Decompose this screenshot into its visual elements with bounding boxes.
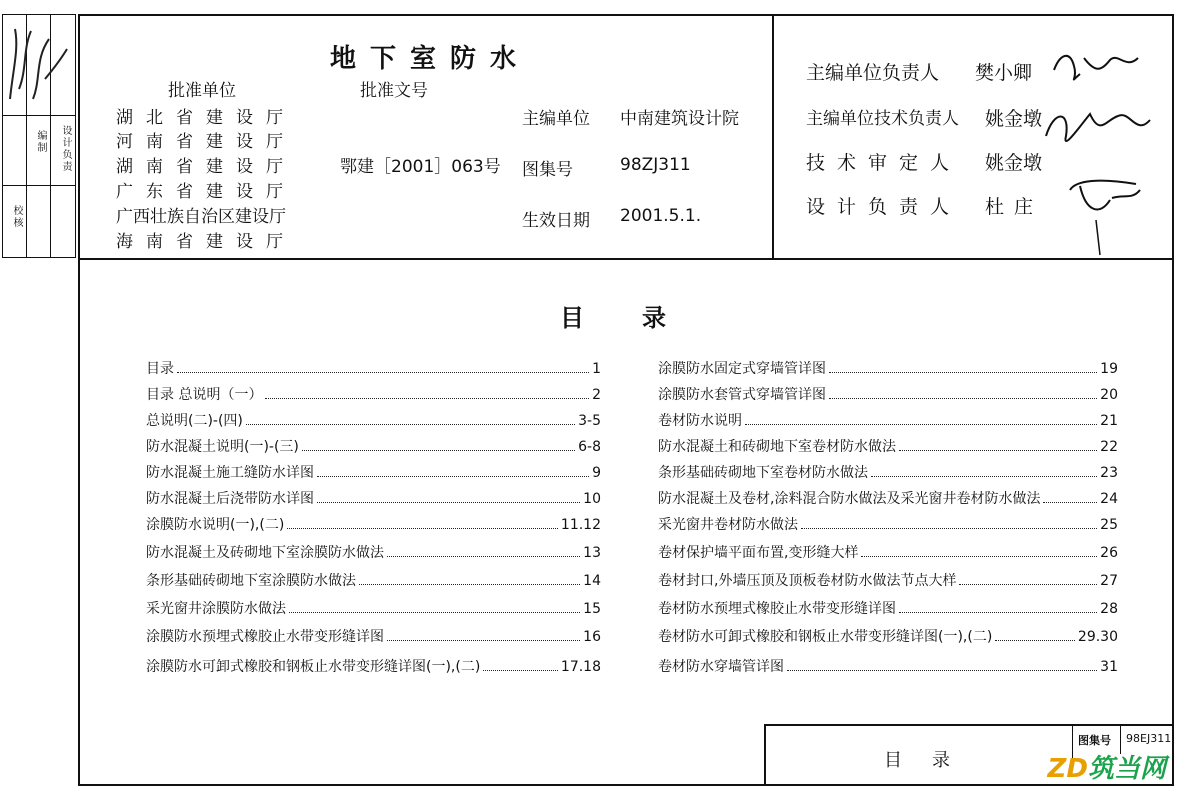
header-divider <box>78 258 1174 260</box>
toc-item[interactable]: 卷材防水穿墙管详图 31 <box>658 659 1118 675</box>
resp-role-4: 设计负责人 <box>806 196 962 218</box>
toc-item[interactable]: 卷材保护墙平面布置,变形缝大样 26 <box>658 545 1118 561</box>
approval-unit-1: 湖北省建设厅 <box>116 108 296 128</box>
handwritten-signatures <box>1040 40 1160 260</box>
toc-item[interactable]: 条形基础砖砌地下室涂膜防水做法 14 <box>146 573 601 589</box>
footer-atlas-number: 98EJ311 <box>1126 732 1172 745</box>
toc-item[interactable]: 涂膜防水可卸式橡胶和钢板止水带变形缝详图(一),(二) 17.18 <box>146 659 601 675</box>
toc-item[interactable]: 防水混凝土说明(一)-(三) 6-8 <box>146 439 601 455</box>
side-label-compile: 编制 <box>35 130 46 154</box>
approval-unit-3: 湖南省建设厅 <box>116 157 296 177</box>
resp-role-3: 技术审定人 <box>806 152 962 174</box>
site-watermark: ZD筑当网 <box>1047 754 1166 784</box>
toc-item[interactable]: 涂膜防水说明(一),(二) 11.12 <box>146 517 601 533</box>
atlas-number-value: 98ZJ311 <box>620 155 691 175</box>
approval-doc-number: 鄂建［2001］063号 <box>340 157 501 177</box>
resp-name-3: 姚金墩 <box>985 152 1043 174</box>
resp-name-4: 杜庄 <box>985 196 1044 218</box>
effective-date-label: 生效日期 <box>522 211 590 231</box>
toc-item[interactable]: 采光窗井卷材防水做法 25 <box>658 517 1118 533</box>
approval-unit-2: 河南省建设厅 <box>116 132 296 152</box>
toc-item[interactable]: 涂膜防水固定式穿墙管详图 19 <box>658 361 1118 377</box>
page-title: 地下室防水 <box>330 44 531 74</box>
toc-item[interactable]: 涂膜防水预埋式橡胶止水带变形缝详图 16 <box>146 629 601 645</box>
effective-date-value: 2001.5.1. <box>620 206 702 226</box>
chief-unit-label: 主编单位 <box>522 109 590 129</box>
approval-unit-5: 广西壮族自治区建设厅 <box>116 207 286 227</box>
toc-item[interactable]: 目录 1 <box>146 361 601 377</box>
toc-item[interactable]: 防水混凝土施工缝防水详图 9 <box>146 465 601 481</box>
toc-item[interactable]: 目录 总说明（一） 2 <box>146 387 601 403</box>
toc-item[interactable]: 卷材防水可卸式橡胶和钢板止水带变形缝详图(一),(二) 29.30 <box>658 629 1118 645</box>
toc-item[interactable]: 防水混凝土及卷材,涂料混合防水做法及采光窗井卷材防水做法 24 <box>658 491 1118 507</box>
footer-atlas-label: 图集号 <box>1078 734 1111 747</box>
approval-unit-4: 广东省建设厅 <box>116 182 296 202</box>
resp-name-1: 樊小卿 <box>975 62 1033 84</box>
toc-item[interactable]: 防水混凝土后浇带防水详图 10 <box>146 491 601 507</box>
toc-item[interactable]: 卷材防水说明 21 <box>658 413 1118 429</box>
header-vertical-divider <box>772 14 774 260</box>
toc-item[interactable]: 条形基础砖砌地下室卷材防水做法 23 <box>658 465 1118 481</box>
toc-item[interactable]: 采光窗井涂膜防水做法 15 <box>146 601 601 617</box>
toc-title: 目录 <box>560 304 724 332</box>
side-label-design: 设计负责 <box>60 125 71 173</box>
toc-item[interactable]: 涂膜防水套管式穿墙管详图 20 <box>658 387 1118 403</box>
footer-left-line <box>764 724 766 786</box>
atlas-number-label: 图集号 <box>522 160 573 180</box>
approval-doc-label: 批准文号 <box>360 81 428 101</box>
toc-item[interactable]: 总说明(二)-(四) 3-5 <box>146 413 601 429</box>
resp-role-2: 主编单位技术负责人 <box>806 109 959 129</box>
approval-units-label: 批准单位 <box>168 81 236 101</box>
chief-unit-value: 中南建筑设计院 <box>620 109 739 129</box>
resp-name-2: 姚金墩 <box>985 108 1043 130</box>
approval-unit-6: 海南省建设厅 <box>116 232 296 252</box>
footer-top-line <box>764 724 1174 726</box>
toc-item[interactable]: 防水混凝土和砖砌地下室卷材防水做法 22 <box>658 439 1118 455</box>
side-signature-strip <box>2 14 76 258</box>
side-handwritten-signatures <box>5 19 75 109</box>
toc-item[interactable]: 卷材防水预埋式橡胶止水带变形缝详图 28 <box>658 601 1118 617</box>
side-label-check: 校核 <box>11 205 22 229</box>
toc-item[interactable]: 卷材封口,外墙压顶及顶板卷材防水做法节点大样 27 <box>658 573 1118 589</box>
resp-role-1: 主编单位负责人 <box>806 62 940 84</box>
toc-item[interactable]: 防水混凝土及砖砌地下室涂膜防水做法 13 <box>146 545 601 561</box>
footer-sheet-title: 目录 <box>884 750 980 771</box>
